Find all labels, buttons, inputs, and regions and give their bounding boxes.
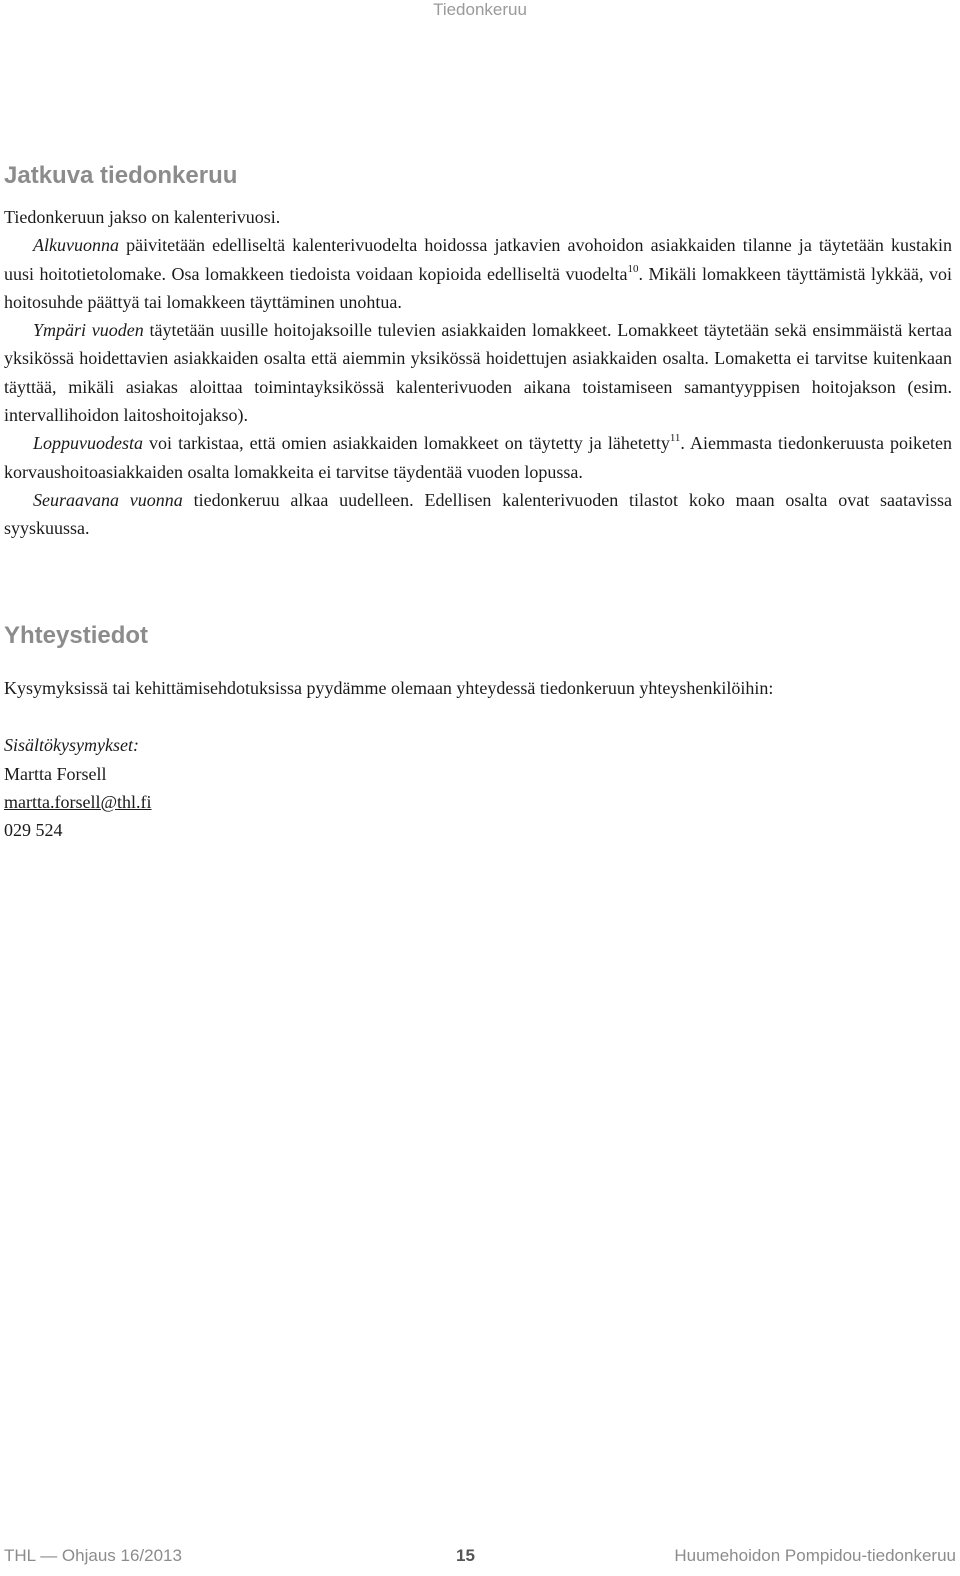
lead-term: Seuraavana vuonna <box>33 489 183 510</box>
paragraph-text: voi tarkistaa, että omien asiakkaiden lomakkeet on täytetty ja lähetetty <box>143 433 670 454</box>
paragraph-text: päivitetään edelliseltä kalenterivuodelta hoidossa jatkavien avohoidon asiakkaiden tilanne ja täytetään kustakin uusi hoitotietolomake. Osa lomakkeen tiedoista voidaan kopioida edelliseltä vuodelta <box>4 235 952 284</box>
section-title: Jatkuva tiedonkeruu <box>4 162 238 189</box>
contact-block <box>4 731 952 844</box>
paragraph-text: täytetään uusille hoitojaksoille tulevien asiakkaiden lomakkeet. Lomakkeet täytetään sekä ensimmäistä kertaa yksikössä hoidettavien asiakkaiden osalta että aiemmin yksikössä hoidettujen asiakkaiden osalta. Lomaketta ei tarvitse kuitenkaan täyttää, mikäli asiakas aloittaa toimintayksikössä kalenterivuoden aikana toistamiseen samantyyppisen hoitojakson (esim. intervallihoidon laitoshoitojakso). <box>4 320 952 426</box>
paragraph-year-round <box>4 316 952 429</box>
section-continuous-collection <box>4 160 952 543</box>
contact-name: Martta Forsell <box>4 763 107 784</box>
lead-term: Ympäri vuoden <box>33 320 144 341</box>
paragraph-next-year <box>4 486 952 543</box>
footer-document-title: Huumehoidon Pompidou-tiedonkeruu <box>674 1546 956 1565</box>
page-footer <box>4 1546 956 1568</box>
paragraph-text: tiedonkeruu alkaa uudelleen. Edellisen kalenterivuoden tilastot koko maan osalta ovat saatavissa syyskuussa. <box>4 489 952 539</box>
footnote-ref: 11 <box>669 432 681 445</box>
paragraph-text: . Mikäli lomakkeen täyttämistä lykkää, voi hoitosuhde päättyä tai lomakkeen täyttäminen unohtua. <box>4 263 952 312</box>
contact-label: Sisältökysymykset: <box>4 735 139 756</box>
contact-phone: 029 524 <box>4 820 63 841</box>
footer-publication: THL — Ohjaus 16/2013 <box>4 1546 182 1565</box>
section-title: Yhteystiedot <box>4 622 149 649</box>
paragraph-early-year <box>4 231 952 316</box>
lead-term: Alkuvuonna <box>33 235 119 256</box>
page-number: 15 <box>456 1546 475 1565</box>
lead-term: Loppuvuodesta <box>33 433 143 454</box>
section-contacts <box>4 620 952 844</box>
contacts-intro: Kysymyksissä tai kehittämisehdotuksissa pyydämme olemaan yhteydessä tiedonkeruun yhteyshenkilöihin: <box>4 678 774 698</box>
paragraph-period <box>4 203 952 231</box>
paragraph-year-end <box>4 429 952 486</box>
paragraph-text: Tiedonkeruun jakso on kalenterivuosi. <box>4 207 281 227</box>
footnote-ref: 10 <box>627 262 639 275</box>
contact-email-link[interactable]: martta.forsell@thl.fi <box>4 791 152 812</box>
running-head: Tiedonkeruu <box>433 0 527 19</box>
paragraph-text: . Aiemmasta tiedonkeruusta poiketen korvaushoitoasiakkaiden osalta lomakkeita ei tarvitse täydentää vuoden lopussa. <box>4 433 953 482</box>
